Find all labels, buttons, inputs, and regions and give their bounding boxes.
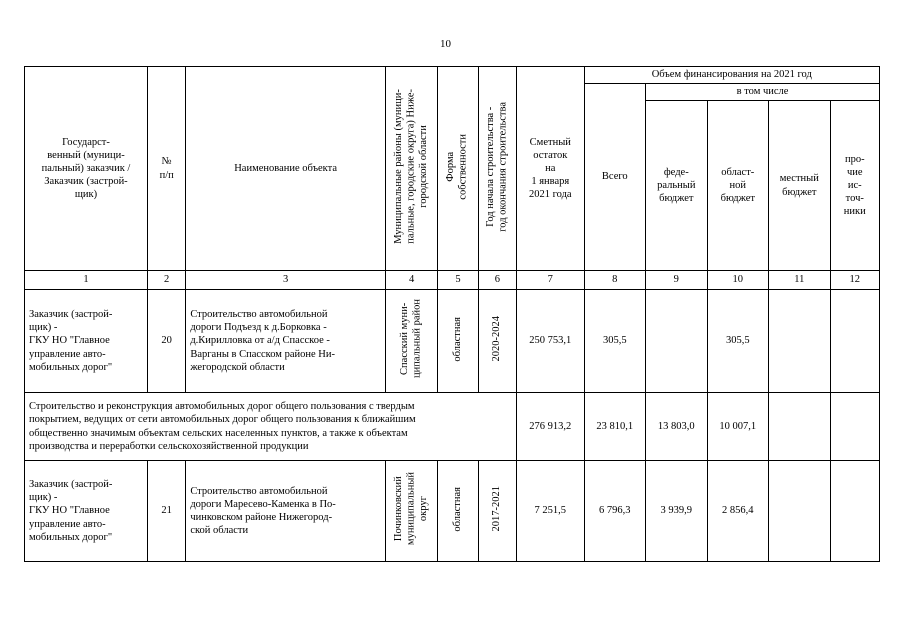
column-number: 9 <box>646 271 708 290</box>
row-years-text: 2017-2021 <box>491 486 503 532</box>
row-regional: 2 856,4 <box>707 461 769 562</box>
header-estimated-balance: Сметный остаток на 1 января 2021 года <box>517 67 585 271</box>
row-estimated-balance: 7 251,5 <box>517 461 585 562</box>
section-local <box>769 393 831 461</box>
column-number: 2 <box>148 271 186 290</box>
row-ownership-text: областная <box>451 316 463 362</box>
header-districts-text: Муниципальные районы (муници- пальные, городские округа) Ниже- городской области <box>392 89 429 244</box>
row-district <box>385 461 437 562</box>
column-number: 1 <box>25 271 148 290</box>
header-federal: феде- ральный бюджет <box>646 101 708 271</box>
header-regional: област- ной бюджет <box>707 101 769 271</box>
row-ownership <box>438 290 478 393</box>
row-district-text: Починковский муниципальный округ <box>392 472 429 546</box>
header-customer: Государст- венный (муници- пальный) заказчик / Заказчик (застрой- щик) <box>25 67 148 271</box>
table-row <box>25 290 880 393</box>
header-funding-title: Объем финансирования на 2021 год <box>584 67 879 84</box>
column-number: 10 <box>707 271 769 290</box>
column-number: 8 <box>584 271 646 290</box>
section-other <box>830 393 879 461</box>
header-ownership-text: Форма собственности <box>445 133 470 200</box>
header-local: местный бюджет <box>769 101 831 271</box>
column-number: 5 <box>438 271 478 290</box>
row-district <box>385 290 437 393</box>
row-total: 305,5 <box>584 290 646 393</box>
row-number: 21 <box>148 461 186 562</box>
row-federal: 3 939,9 <box>646 461 708 562</box>
header-years-text: Год начала строительства - год окончания строительства <box>484 101 509 232</box>
row-years <box>478 461 516 562</box>
section-total: 23 810,1 <box>584 393 646 461</box>
section-estimated-balance: 276 913,2 <box>517 393 585 461</box>
header-ownership <box>438 67 478 271</box>
row-ownership-text: областная <box>451 486 463 532</box>
header-years <box>478 67 516 271</box>
section-regional: 10 007,1 <box>707 393 769 461</box>
page-number: 10 <box>440 38 451 50</box>
header-including: в том числе <box>646 84 880 101</box>
header-number: № п/п <box>148 67 186 271</box>
header-districts <box>385 67 437 271</box>
section-row <box>25 393 880 461</box>
row-customer: Заказчик (застрой- щик) - ГКУ НО "Главное управление авто- мобильных дорог" <box>25 290 148 393</box>
row-total: 6 796,3 <box>584 461 646 562</box>
column-number: 6 <box>478 271 516 290</box>
row-years-text: 2020-2024 <box>491 316 503 362</box>
row-estimated-balance: 250 753,1 <box>517 290 585 393</box>
row-ownership <box>438 461 478 562</box>
row-object-name: Строительство автомобильной дороги Подъезд к д.Борковка - д.Кирилловка от а/д Спасское - Варганы в Спасском районе Ни- жегородской области <box>186 290 386 393</box>
row-years <box>478 290 516 393</box>
header-object-name: Наименование объекта <box>186 67 386 271</box>
column-number: 12 <box>830 271 879 290</box>
row-customer: Заказчик (застрой- щик) - ГКУ НО "Главное управление авто- мобильных дорог" <box>25 461 148 562</box>
row-federal <box>646 290 708 393</box>
column-number: 3 <box>186 271 386 290</box>
row-local <box>769 290 831 393</box>
row-regional: 305,5 <box>707 290 769 393</box>
column-number: 11 <box>769 271 831 290</box>
header-total: Всего <box>584 84 646 271</box>
row-number: 20 <box>148 290 186 393</box>
row-other <box>830 461 879 562</box>
section-federal: 13 803,0 <box>646 393 708 461</box>
column-number: 7 <box>517 271 585 290</box>
row-local <box>769 461 831 562</box>
column-number: 4 <box>385 271 437 290</box>
header-other: про- чие ис- точ- ники <box>830 101 879 271</box>
section-title: Строительство и реконструкция автомобильных дорог общего пользования с твердым покрытием, ведущих от сети автомобильных дорог общего пользования к ближайшим общественно значимым объектам сельских населенных пунктов, а также к объектам производства и переработки сельскохозяйственной продукции <box>25 393 517 461</box>
table-row <box>25 461 880 562</box>
row-object-name: Строительство автомобильной дороги Маресево-Каменка в По- чинковском районе Нижегород- ской области <box>186 461 386 562</box>
financing-table <box>24 66 880 562</box>
row-district-text: Спасский муни- ципальный район <box>399 299 423 379</box>
row-other <box>830 290 879 393</box>
column-number-row <box>25 271 880 290</box>
